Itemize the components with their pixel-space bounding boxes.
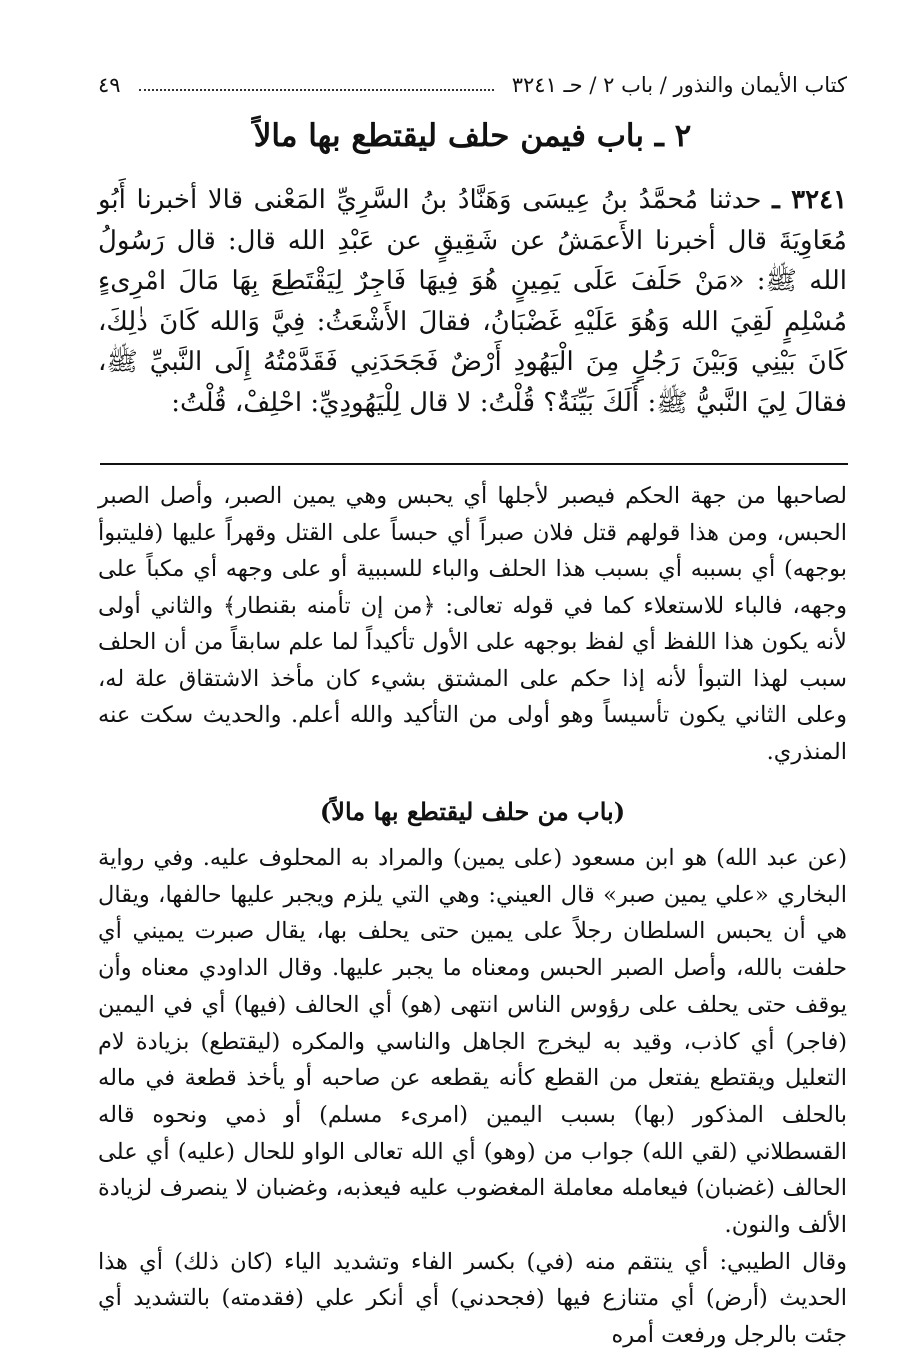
commentary-paragraph: لصاحبها من جهة الحكم فيصبر لأجلها أي يحبس وهي يمين الصبر، وأصل الصبر الحبس، ومن هذا قولهم قتل فلان صبراً أي حبساً على القتل وقهراً عليها (فليتبوأ بوجهه) أي بسببه أي بسبب هذا الحلف والباء للسببية أو على وجهه أي مكباً على وجهه، فالباء للاستعلاء كما في قوله تعالى: ﴿من إن تأمنه بقنطار﴾ والثاني أولى لأنه يكون هذا اللفظ أي لفظ بوجهه على الأول تأكيداً لما علم سابقاً من أن الحلف سبب لهذا التبوأ لأنه إذا حكم على المشتق بشيء كان مأخذ الاشتقاق علة له، وعلى الثاني يكون تأسيساً وهو أولى من التأكيد والله أعلم. والحديث سكت عنه المنذري. — [98, 483, 847, 765]
commentary-paragraph: وقال الطيبي: أي ينتقم منه (في) بكسر الفاء وتشديد الياء (كان ذلك) أي هذا الحديث (أرض) أي متنازع فيها (فجحدني) أي أنكر علي (فقدمته) بالتشديد أي جئت بالرجل ورفعت أمره — [98, 1248, 847, 1349]
commentary-paragraph: (عن عبد الله) هو ابن مسعود (على يمين) والمراد به المحلوف عليه. وفي رواية البخاري «علي يمين صبر» قال العيني: وهي التي يلزم ويجبر عليها حالفها، ويقال هي أن يحبس السلطان رجلاً على يمين حتى يحلف بها، يقال صبرت يميني أي حلفت بالله، وأصل الصبر الحبس ومعناه ما يجبر عليها. وقال الداودي معناه وأن يوقف حتى يحلف على رؤوس الناس انتهى (هو) أي الحالف (فيها) أي في اليمين (فاجر) أي كاذب، وقيد به ليخرج الجاهل والناسي والمكره (ليقتطع) بزيادة لام التعليل ويقتطع يفتعل من القطع كأنه يقطعه عن صاحبه أو يأخذ قطعة في ماله بالحلف المذكور (بها) بسبب اليمين (امرىء مسلم) أو ذمي ونحوه قاله القسطلاني (لقي الله) جواب من (وهو) أي الله تعالى الواو للحال (عليه) أي على الحالف (غضبان) فيعامله معاملة المغضوب عليه فيعذبه، وغضبان لا ينصرف لزيادة الألف والنون. — [98, 845, 847, 1239]
hadith-text: حدثنا مُحمَّدُ بنُ عِيسَى وَهَنَّادُ بنُ السَّرِيِّ المَعْنى قالا أخبرنا أَبُو مُعَاوِيَةَ قال أخبرنا الأَعمَشُ عن شَقِيقٍ عن عَبْدِ الله قال: قال رَسُولُ الله ﷺ: «مَنْ حَلَفَ عَلَى يَمِينٍ هُوَ فِيهَا فَاجِرٌ لِيَقْتَطِعَ بِهَا مَالَ امْرِىءٍ مُسْلِمٍ لَقِيَ الله وَهُوَ عَلَيْهِ غَضْبَانُ، فقالَ الأَشْعَثُ: فِيَّ وَالله كَانَ ذٰلِكَ، كَانَ بَيْنِي وَبَيْنَ رَجُلٍ مِنَ الْيَهُودِ أَرْضٌ فَجَحَدَنِي فَقَدَّمْتُهُ إِلَى النَّبيِّ ﷺ، فقالَ لِيَ النَّبيُّ ﷺ: أَلَكَ بَيِّنَةٌ؟ قُلْتُ: لا قال لِلْيَهُودِيِّ: احْلِفْ، قُلْتُ: — [98, 185, 847, 418]
commentary-block-1 — [98, 478, 847, 770]
hadith-text-block — [98, 180, 847, 423]
commentary-block-2 — [98, 840, 847, 1354]
page-number: ٤٩ — [98, 73, 121, 97]
running-header — [98, 68, 847, 102]
chapter-title: ٢ ـ باب فيمن حلف ليقتطع بها مالاً — [253, 118, 692, 154]
commentary-subheading: (باب من حلف ليقتطع بها مالاً) — [319, 797, 626, 826]
footnote-divider — [100, 463, 848, 465]
leader-dots — [139, 79, 494, 91]
hadith-number: ٣٢٤١ ـ — [772, 185, 848, 215]
running-title: كتاب الأيمان والنذور / باب ٢ / حـ ٣٢٤١ — [511, 73, 847, 97]
